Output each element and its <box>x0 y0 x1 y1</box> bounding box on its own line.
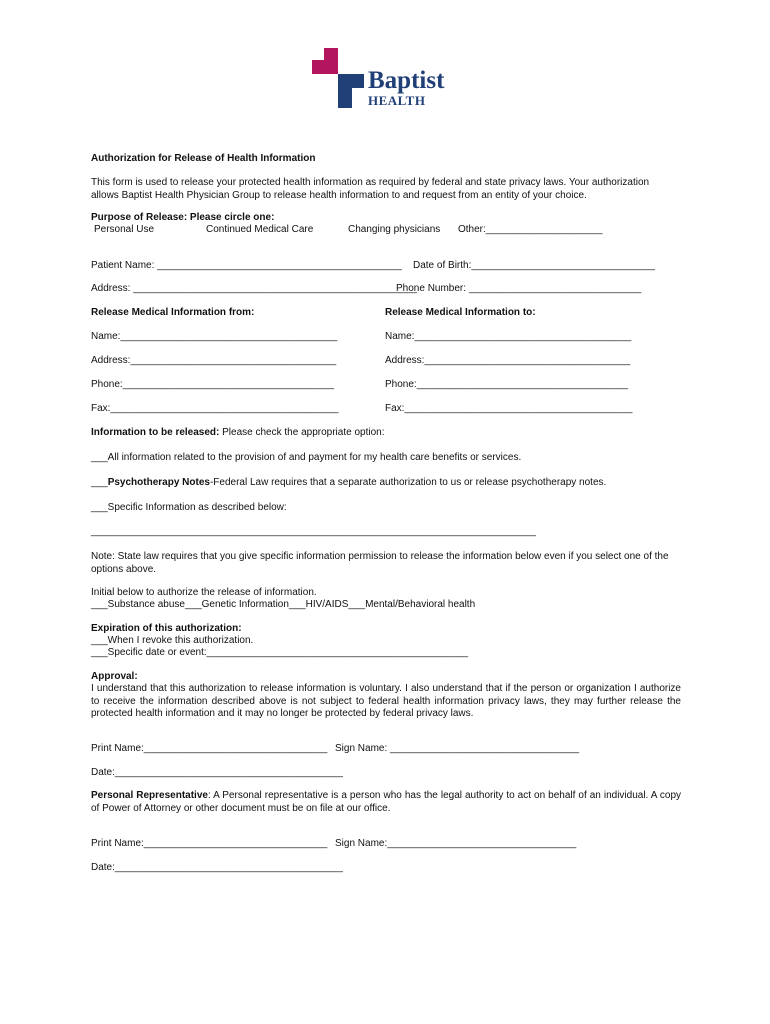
patient-address-field[interactable]: Address: ___________________________________________________ <box>91 283 417 294</box>
patient-name-field[interactable]: Patient Name: ____________________________________________ <box>91 260 402 271</box>
info-released-heading: Information to be released: <box>91 427 220 438</box>
representative-print-name-field[interactable]: Print Name:_________________________________ <box>91 838 328 849</box>
approval-print-name-field[interactable]: Print Name:_________________________________ <box>91 743 328 754</box>
purpose-option-changing-physicians[interactable]: Changing physicians <box>348 224 441 235</box>
release-from-fax-field[interactable]: Fax:_________________________________________ <box>91 403 339 414</box>
representative-paragraph <box>91 790 681 815</box>
purpose-option-other[interactable]: Other:_____________________ <box>458 224 603 235</box>
release-to-heading: Release Medical Information to: <box>385 307 536 318</box>
info-released-section <box>91 427 384 440</box>
approval-heading: Approval: <box>91 671 138 682</box>
release-to-fax-field[interactable]: Fax:_________________________________________ <box>385 403 633 414</box>
release-from-phone-field[interactable]: Phone:______________________________________ <box>91 379 335 390</box>
expiration-option-date[interactable]: ___Specific date or event:_______________________________________________ <box>91 647 469 658</box>
purpose-heading: Purpose of Release: Please circle one: <box>91 212 275 223</box>
logo-wordmark-baptist: Baptist <box>368 67 445 94</box>
representative-sign-name-field[interactable]: Sign Name:__________________________________ <box>335 838 577 849</box>
release-to-name-field[interactable]: Name:_______________________________________ <box>385 331 632 342</box>
intro-paragraph: This form is used to release your protected health information as required by federal and state privacy laws. Your authorization allows Baptist Health Physician Group to release health information to and request from an entity of your choice. <box>91 177 650 201</box>
specific-information-line[interactable]: ________________________________________________________________________________ <box>91 526 536 537</box>
approval-text: I understand that this authorization to release information is voluntary. I also understand that if the person or organization I authorize to receive the information described above is not subject to federal health information privacy laws, they may further release the protected health information and it may no longer be protected by federal privacy laws. <box>91 683 681 719</box>
psychotherapy-check-blank: ___ <box>91 477 108 488</box>
representative-text: : A Personal representative is a person who has the legal authority to act on behalf of an individual. A copy of Power of Attorney or other document must be on file at our office. <box>91 790 682 814</box>
option-psychotherapy-notes[interactable] <box>91 477 606 490</box>
release-to-phone-field[interactable]: Phone:______________________________________ <box>385 379 629 390</box>
psychotherapy-label: Psychotherapy Notes <box>107 477 210 488</box>
purpose-option-continued-care[interactable]: Continued Medical Care <box>206 224 314 235</box>
purpose-option-personal-use[interactable]: Personal Use <box>94 224 155 235</box>
logo-wordmark-health: HEALTH <box>368 93 426 108</box>
release-from-heading: Release Medical Information from: <box>91 307 255 318</box>
option-all-information[interactable]: ___All information related to the provision of and payment for my health care benefits or services. <box>91 452 522 463</box>
release-from-address-field[interactable]: Address:_____________________________________ <box>91 355 337 366</box>
form-title: Authorization for Release of Health Information <box>91 153 316 164</box>
cross-logo-icon <box>312 48 462 110</box>
expiration-option-revoke[interactable]: ___When I revoke this authorization. <box>91 635 254 646</box>
patient-phone-field[interactable]: Phone Number: _______________________________ <box>396 283 642 294</box>
initial-instruction: Initial below to authorize the release of information. <box>91 587 317 598</box>
release-from-name-field[interactable]: Name:_______________________________________ <box>91 331 338 342</box>
baptist-health-logo <box>312 48 462 110</box>
approval-sign-name-field[interactable]: Sign Name: __________________________________ <box>335 743 580 754</box>
expiration-heading: Expiration of this authorization: <box>91 623 242 634</box>
date-of-birth-field[interactable]: Date of Birth:_________________________________ <box>413 260 655 271</box>
option-specific-information[interactable]: ___Specific Information as described below: <box>91 502 287 513</box>
psychotherapy-note: -Federal Law requires that a separate authorization to us or release psychotherapy notes. <box>209 477 607 488</box>
approval-date-field[interactable]: Date:_________________________________________ <box>91 767 343 778</box>
representative-date-field[interactable]: Date:_________________________________________ <box>91 862 343 873</box>
initial-options[interactable]: ___Substance abuse___Genetic Information___HIV/AIDS___Mental/Behavioral health <box>91 599 476 610</box>
representative-heading: Personal Representative <box>91 790 208 801</box>
release-to-address-field[interactable]: Address:_____________________________________ <box>385 355 631 366</box>
info-released-instruction: Please check the appropriate option: <box>219 427 385 438</box>
state-law-note: Note: State law requires that you give specific information permission to release the information below even if you select one of the options above. <box>91 551 669 575</box>
